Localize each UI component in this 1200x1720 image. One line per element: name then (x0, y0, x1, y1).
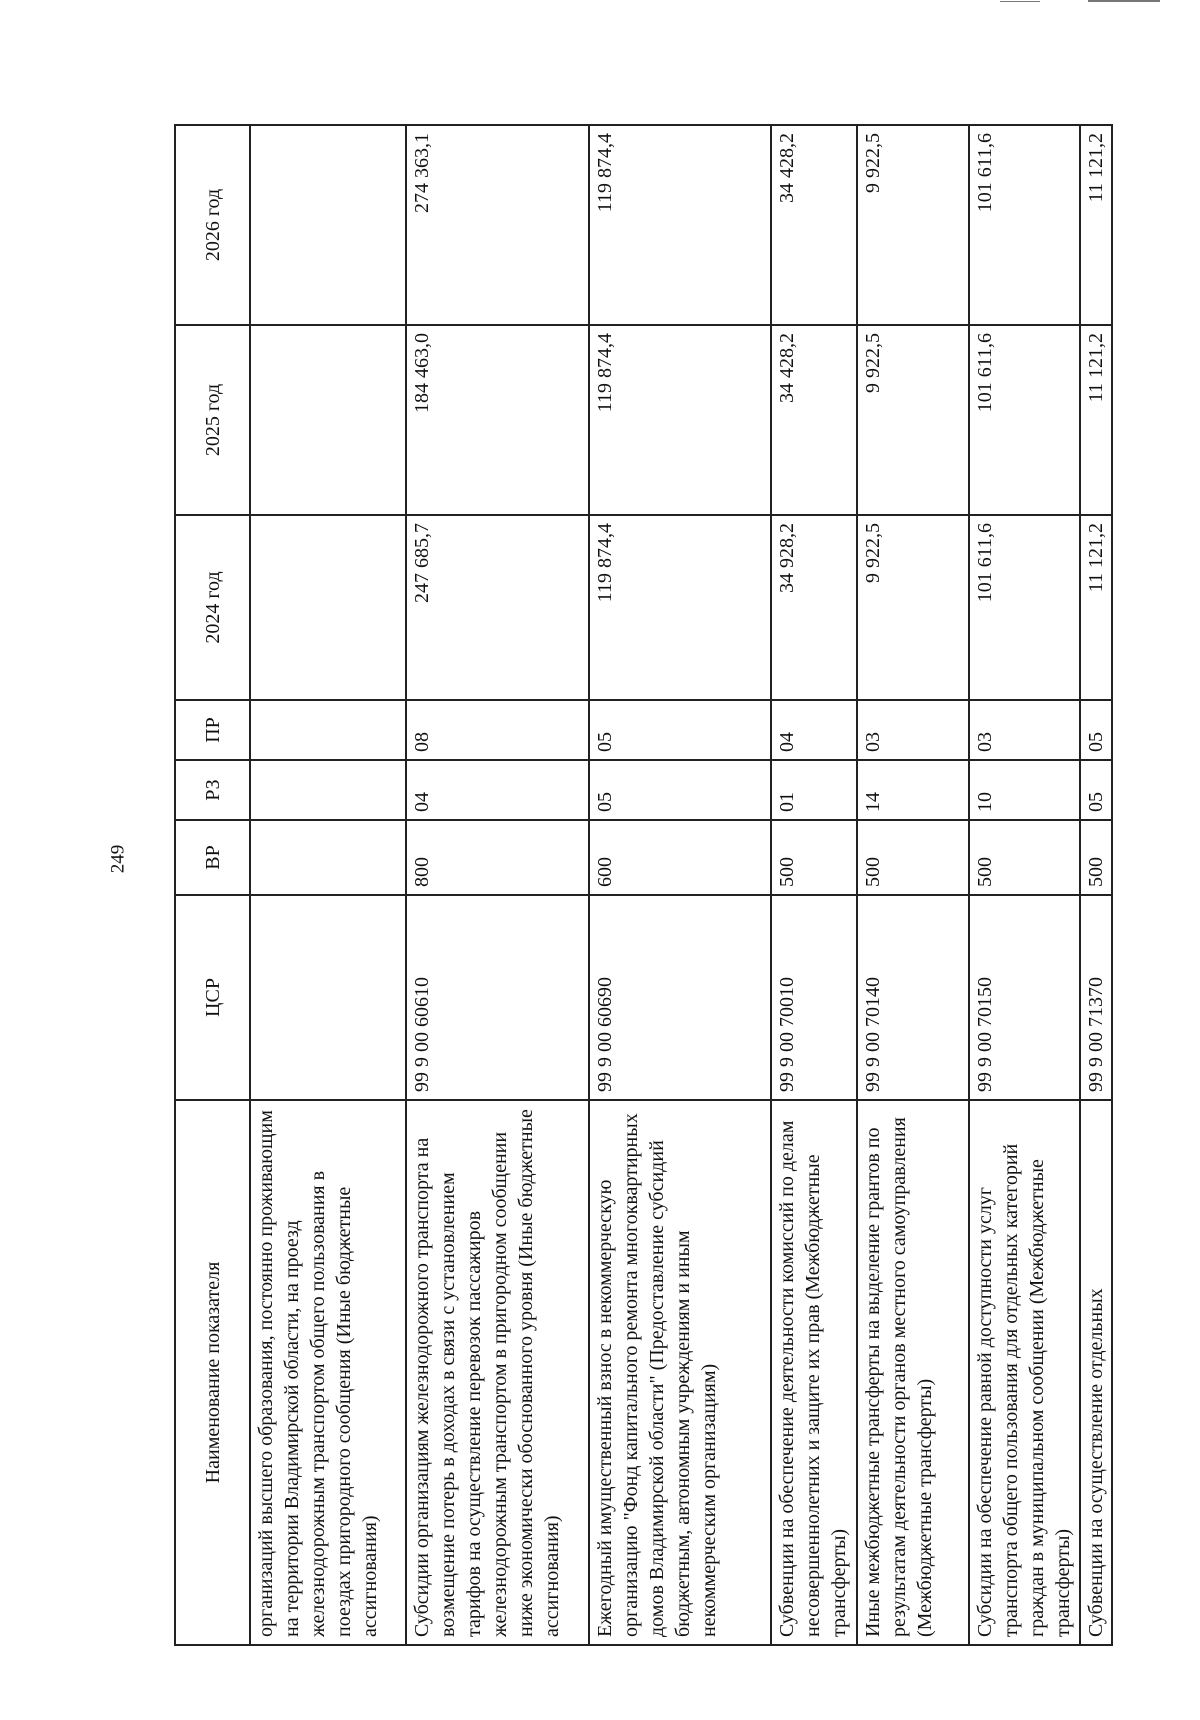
table-row (969, 125, 1080, 1645)
row-vr: 500 (857, 820, 969, 895)
scan-edge-mark (1000, 1, 1040, 2)
row-2024: 11 121,2 (1080, 515, 1112, 700)
header-2025: 2025 год (175, 325, 250, 515)
row-2025: 184 463,0 (406, 325, 589, 515)
header-2026: 2026 год (175, 125, 250, 325)
table-row (1080, 125, 1112, 1645)
header-csr: ЦСР (175, 895, 250, 1100)
header-vr: ВР (175, 820, 250, 895)
row-vr: 500 (969, 820, 1080, 895)
row-2024: 119 874,4 (589, 515, 771, 700)
row-csr: 99 9 00 70150 (969, 895, 1080, 1100)
row-csr: 99 9 00 60610 (406, 895, 589, 1100)
row-csr: 99 9 00 70010 (771, 895, 857, 1100)
row-name: Иные межбюджетные трансферты на выделение грантов по результатам деятельности органов местного самоуправления (Межбюджетные трансферты) (857, 1100, 969, 1645)
table-row (589, 125, 771, 1645)
row-pr: 05 (589, 700, 771, 760)
row-2025: 34 428,2 (771, 325, 857, 515)
rotated-table-wrapper (174, 126, 1107, 1646)
row-pr: 03 (857, 700, 969, 760)
row-2026: 274 363,1 (406, 125, 589, 325)
row-rz: 05 (589, 760, 771, 820)
header-rz: РЗ (175, 760, 250, 820)
table-row (406, 125, 589, 1645)
row-2024: 34 928,2 (771, 515, 857, 700)
row-2026: 11 121,2 (1080, 125, 1112, 325)
row-2025: 11 121,2 (1080, 325, 1112, 515)
row-name: Субвенции на осуществление отдельных (1080, 1100, 1112, 1645)
header-pr: ПР (175, 700, 250, 760)
row-pr (250, 700, 406, 760)
row-2026: 9 922,5 (857, 125, 969, 325)
row-rz: 10 (969, 760, 1080, 820)
row-csr: 99 9 00 60690 (589, 895, 771, 1100)
scan-edge-mark (1088, 0, 1160, 2)
row-vr: 500 (771, 820, 857, 895)
row-pr: 08 (406, 700, 589, 760)
row-2026: 34 428,2 (771, 125, 857, 325)
row-2025: 119 874,4 (589, 325, 771, 515)
table-row (250, 125, 406, 1645)
row-rz: 01 (771, 760, 857, 820)
header-name: Наименование показателя (175, 1100, 250, 1645)
row-name: организаций высшего образования, постоянно проживающим на территории Владимирской области, на проезд железнодорожным транспортом общего пользования в поездах пригородного сообщения (Иные бюджетные ассигнования) (250, 1100, 406, 1645)
row-name: Субсидии на обеспечение равной доступности услуг транспорта общего пользования для отдельных категорий граждан в муниципальном сообщении (Межбюджетные трансферты) (969, 1100, 1080, 1645)
row-csr (250, 895, 406, 1100)
row-pr: 05 (1080, 700, 1112, 760)
row-2025: 101 611,6 (969, 325, 1080, 515)
row-csr: 99 9 00 70140 (857, 895, 969, 1100)
row-rz: 04 (406, 760, 589, 820)
row-name: Субсидии организациям железнодорожного транспорта на возмещение потерь в доходах в связи с установлением тарифов на осуществление перевозок пассажиров железнодорожным транспортом в пригородном сообщении ниже экономически обоснованного уровня (Иные бюджетные ассигнования) (406, 1100, 589, 1645)
row-vr: 600 (589, 820, 771, 895)
row-rz (250, 760, 406, 820)
row-2026: 101 611,6 (969, 125, 1080, 325)
row-vr: 800 (406, 820, 589, 895)
row-pr: 03 (969, 700, 1080, 760)
row-2024 (250, 515, 406, 700)
table-header-row (175, 125, 250, 1645)
row-2025 (250, 325, 406, 515)
row-name: Ежегодный имущественный взнос в некоммерческую организацию "Фонд капитального ремонта многоквартирных домов Владимирской области" (Предоставление субсидий бюджетным, автономным учреждениям и иным некоммерческим организациям) (589, 1100, 771, 1645)
table-row (771, 125, 857, 1645)
row-vr: 500 (1080, 820, 1112, 895)
row-2024: 101 611,6 (969, 515, 1080, 700)
row-vr (250, 820, 406, 895)
row-rz: 05 (1080, 760, 1112, 820)
page-number: 249 (107, 844, 129, 874)
row-name: Субвенции на обеспечение деятельности комиссий по делам несовершеннолетних и защите их прав (Межбюджетные трансферты) (771, 1100, 857, 1645)
budget-table (174, 124, 1113, 1646)
header-2024: 2024 год (175, 515, 250, 700)
row-2026: 119 874,4 (589, 125, 771, 325)
row-rz: 14 (857, 760, 969, 820)
table-row (857, 125, 969, 1645)
row-2024: 9 922,5 (857, 515, 969, 700)
row-2025: 9 922,5 (857, 325, 969, 515)
row-2026 (250, 125, 406, 325)
row-csr: 99 9 00 71370 (1080, 895, 1112, 1100)
row-pr: 04 (771, 700, 857, 760)
row-2024: 247 685,7 (406, 515, 589, 700)
